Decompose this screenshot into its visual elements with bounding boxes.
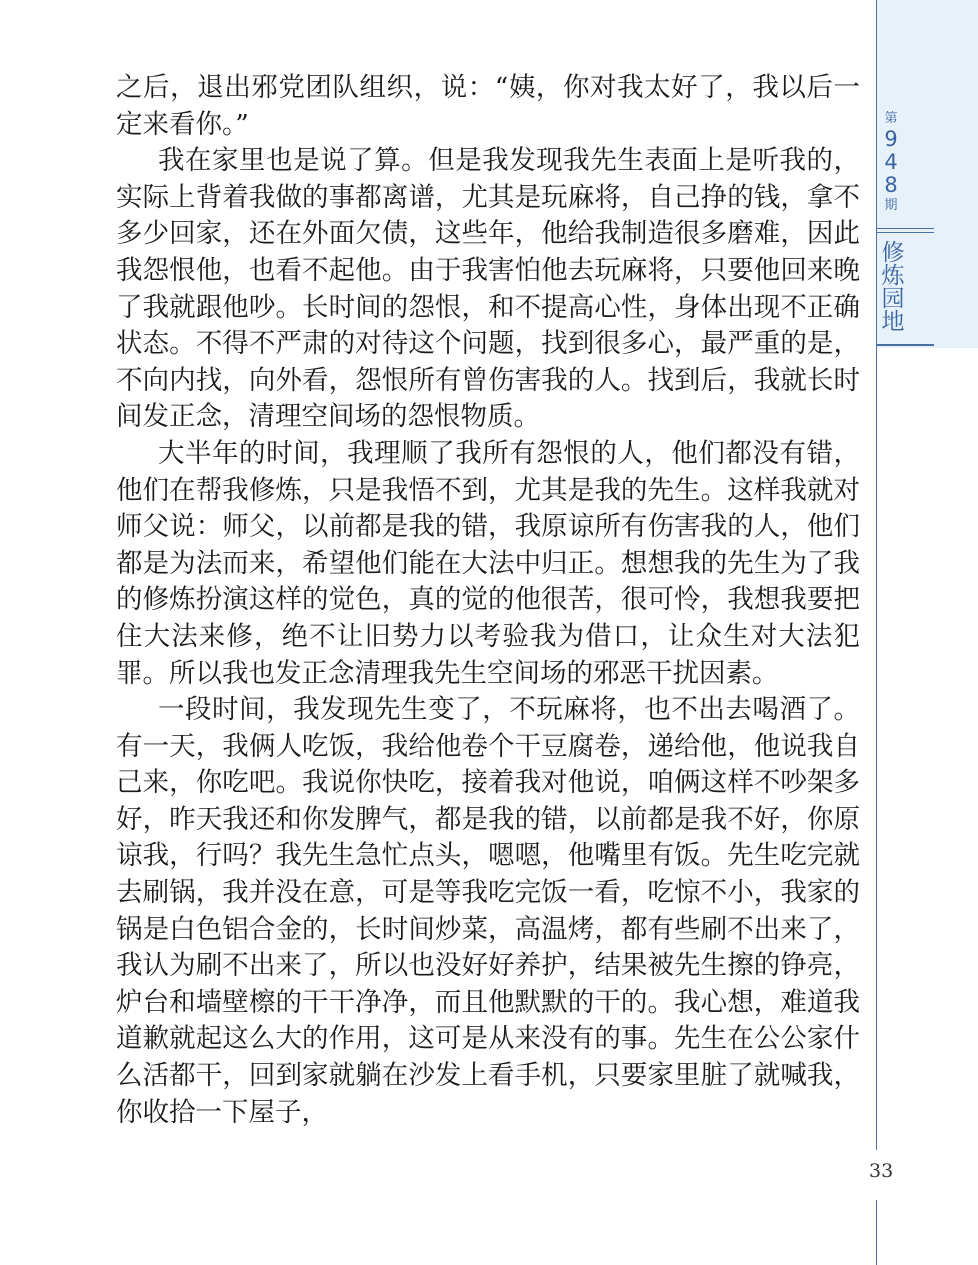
column-title [876,242,910,334]
issue-digit: 4 [884,150,898,174]
paragraph: 我在家里也是说了算。但是我发现我先生表面上是听我的，实际上背着我做的事都离谱，尤其是玩麻将，自己挣的钱，拿不多少回家，还在外面欠债，这些年，他给我制造很多磨难，因此我怨恨他，也看不起他。由于我害怕他去玩麻将，只要他回来晚了我就跟他吵。长时间的怨恨，和不提高心性，身体出现不正确状态。不得不严肃的对待这个问题，找到很多心，最严重的是，不向内找，向外看，怨恨所有曾伤害我的人。找到后，我就长时间发正念，清理空间场的怨恨物质。 [116,145,860,433]
paragraph: 之后，退出邪党团队组织，说：“姨，你对我太好了，我以后一定来看你。” [116,72,860,140]
column-title-char: 修 [881,240,905,266]
issue-suffix: 期 [884,198,898,213]
paragraph: 大半年的时间，我理顺了我所有怨恨的人，他们都没有错，他们在帮我修炼，只是我悟不到，尤其是我的先生。这样我就对师父说：师父，以前都是我的错，我原谅所有伤害我的人，他们都是为法而来，希望他们能在大法中归正。想想我的先生为了我的修炼扮演这样的觉色，真的觉的他很苦，很可怜，我想我要把住大法来修，绝不让旧势力以考验我为借口，让众生对大法犯罪。所以我也发正念清理我先生空间场的邪恶干扰因素。 [116,437,860,689]
issue-prefix: 第 [884,111,898,126]
issue-digit: 9 [884,127,898,151]
divider [876,344,934,346]
column-title-char: 炼 [881,263,905,289]
column-title-char: 地 [881,309,905,335]
article-body [116,70,860,1131]
column-title-char: 园 [881,286,905,312]
divider [876,228,934,229]
paragraph: 一段时间，我发现先生变了，不玩麻将，也不出去喝酒了。有一天，我俩人吃饭，我给他卷个干豆腐卷，递给他，他说我自己来，你吃吧。我说你快吃，接着我对他说，咱俩这样不吵架多好，昨天我还和你发脾气，都是我的错，以前都是我不好，你原谅我，行吗？我先生急忙点头，嗯嗯，他嘴里有饭。先生吃完就去刷锅，我并没在意，可是等我吃完饭一看，吃惊不小，我家的锅是白色铝合金的，长时间炒菜，高温烤，都有些刷不出来了，我认为刷不出来了，所以也没好好养护，结果被先生擦的铮亮，炉台和墙壁檫的干干净净，而且他默默的干的。我心想，难道我道歉就起这么大的作用，这可是从来没有的事。先生在公公家什么活都干，回到家就躺在沙发上看手机，只要家里脏了就喊我，你收拾一下屋子， [116,694,860,1128]
divider [876,232,934,233]
page-number: 33 [869,1160,894,1182]
issue-digit: 8 [884,173,898,197]
issue-number [876,110,906,215]
sidebar-rule-bottom [876,1200,877,1265]
